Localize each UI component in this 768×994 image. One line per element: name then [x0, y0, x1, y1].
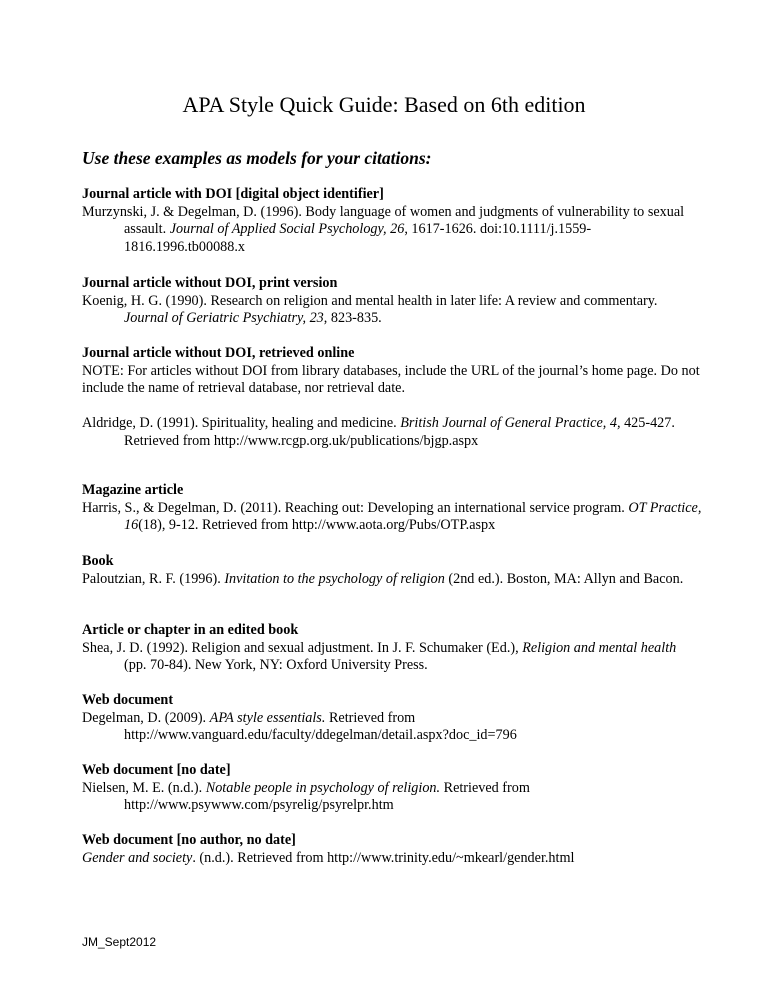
reference-text: Aldridge, D. (1991). Spirituality, healing and medicine. British Journal of General Practice, 4, 425-427. Retrieved from http://www.rcgp.org.uk/publications/bjgp.aspx — [82, 415, 675, 449]
citation-entry-edited-book — [82, 622, 702, 675]
reference-text: Koenig, H. G. (1990). Research on religion and mental health in later life: A review and commentary. Journal of Geriatric Psychiatry, 23, 823-835. — [82, 292, 658, 326]
entry-heading: Book — [82, 553, 114, 569]
citation-entry-journal-doi — [82, 186, 702, 256]
page-subtitle: Use these examples as models for your citations: — [82, 148, 432, 168]
entry-heading: Web document [no date] — [82, 762, 231, 778]
reference-text: Harris, S., & Degelman, D. (2011). Reaching out: Developing an international service program. OT Practice, 16(18), 9-12. Retrieved from http://www.aota.org/Pubs/OTP.aspx — [82, 499, 702, 533]
reference-text: Paloutzian, R. F. (1996). Invitation to the psychology of religion (2nd ed.). Boston, MA: Allyn and Bacon. — [82, 570, 684, 587]
reference-text: Shea, J. D. (1992). Religion and sexual adjustment. In J. F. Schumaker (Ed.), Religion and mental health (pp. 70-84). New York, NY: Oxford University Press. — [82, 639, 677, 673]
entry-heading: Web document — [82, 692, 174, 708]
reference-text: Gender and society. (n.d.). Retrieved from http://www.trinity.edu/~mkearl/gender.html — [82, 849, 575, 866]
reference-text: Nielsen, M. E. (n.d.). Notable people in psychology of religion. Retrieved from http://www.psywww.com/psyrelig/psyrelpr.htm — [82, 779, 530, 813]
citation-entry-web-no-date — [82, 762, 702, 815]
entry-heading: Magazine article — [82, 482, 184, 498]
page-footer: JM_Sept2012 — [82, 935, 157, 949]
citation-entry-web-no-author — [82, 832, 702, 867]
entry-heading: Article or chapter in an edited book — [82, 622, 299, 638]
citation-entry-book — [82, 553, 702, 588]
reference-text: Murzynski, J. & Degelman, D. (1996). Body language of women and judgments of vulnerability to sexual assault. Journal of Applied Social Psychology, 26, 1617-1626. doi:10.1111/j.1559-1816.1996.tb00088.x — [82, 203, 685, 255]
reference-text: Degelman, D. (2009). APA style essentials. Retrieved from http://www.vanguard.edu/faculty/ddegelman/detail.aspx?doc_id=796 — [82, 709, 517, 743]
entry-heading: Journal article without DOI, retrieved online — [82, 345, 355, 361]
entry-heading: Journal article with DOI [digital object identifier] — [82, 186, 384, 202]
citation-entry-journal-print — [82, 275, 702, 328]
citation-entry-web-document — [82, 692, 702, 745]
citation-entry-magazine — [82, 482, 702, 535]
note-text: NOTE: For articles without DOI from library databases, include the URL of the journal’s home page. Do not include the name of retrieval database, nor retrieval date. — [82, 362, 700, 396]
entry-heading: Web document [no author, no date] — [82, 832, 296, 848]
entry-heading: Journal article without DOI, print version — [82, 275, 338, 291]
page-title: APA Style Quick Guide: Based on 6th edition — [182, 92, 586, 117]
citation-entry-journal-online — [82, 345, 702, 450]
